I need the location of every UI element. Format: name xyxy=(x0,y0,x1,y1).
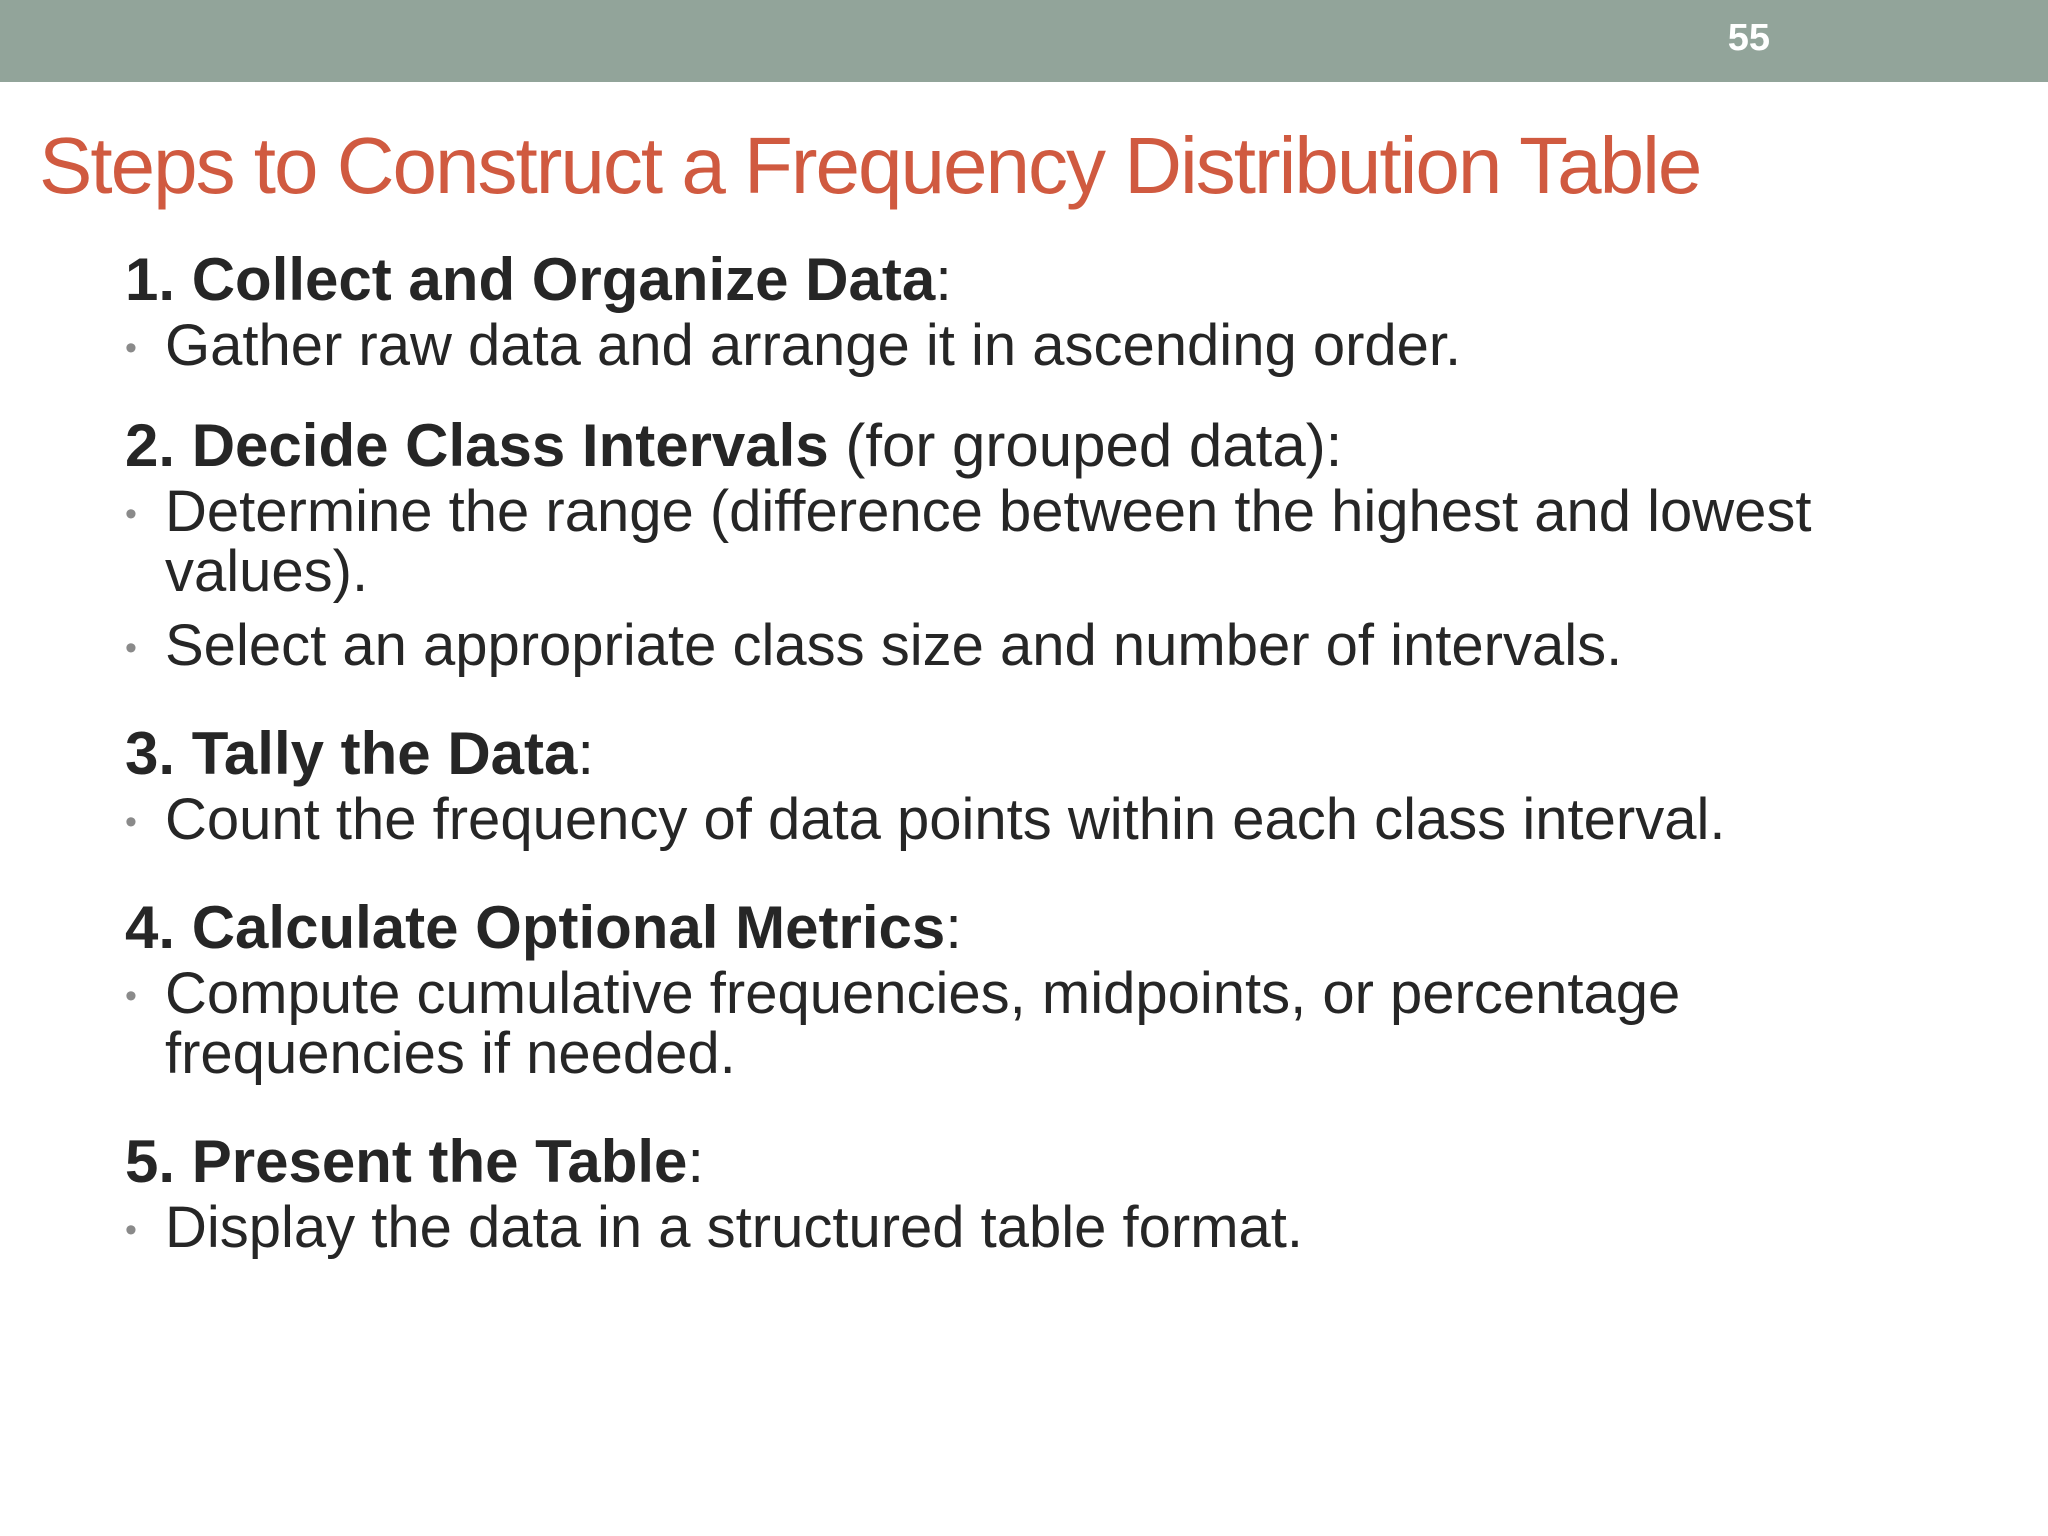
step-5 xyxy=(125,1126,1985,1258)
step-heading-bold: 2. Decide Class Intervals xyxy=(125,412,829,479)
bullet-item xyxy=(125,1195,1985,1260)
bullet-dot-icon: • xyxy=(125,803,137,841)
bullet-text: Count the frequency of data points within each class interval. xyxy=(165,787,1726,852)
step-1 xyxy=(125,244,1985,376)
step-bullets xyxy=(125,479,1985,678)
step-heading xyxy=(125,718,1985,790)
bullet-dot-icon: • xyxy=(125,629,137,667)
step-bullets xyxy=(125,313,1985,378)
step-heading xyxy=(125,892,1985,964)
steps-list xyxy=(125,244,1985,1258)
bullet-text: Gather raw data and arrange it in ascending order. xyxy=(165,313,1462,378)
bullet-text: Select an appropriate class size and number of intervals. xyxy=(165,613,1623,678)
step-bullets xyxy=(125,1195,1985,1260)
bullet-dot-icon: • xyxy=(125,1211,137,1249)
bullet-text: Compute cumulative frequencies, midpoints, or percentage frequencies if needed. xyxy=(165,961,1681,1086)
bullet-dot-icon: • xyxy=(125,977,137,1015)
step-heading xyxy=(125,1126,1985,1198)
bullet-item xyxy=(125,787,1985,852)
step-2 xyxy=(125,410,1985,676)
bullet-item xyxy=(125,613,1985,678)
step-4 xyxy=(125,892,1985,1084)
step-heading xyxy=(125,410,1985,482)
slide-number: 55 xyxy=(1727,17,1770,59)
bullet-text: Determine the range (difference between the highest and lowest values). xyxy=(165,479,1812,604)
step-heading-rest: (for grouped data): xyxy=(828,412,1343,479)
bullet-text: Display the data in a structured table format. xyxy=(165,1195,1304,1260)
bullet-item xyxy=(125,479,1985,604)
step-bullets xyxy=(125,961,1985,1086)
step-3 xyxy=(125,718,1985,850)
step-heading-bold: 4. Calculate Optional Metrics xyxy=(125,894,946,961)
top-bar xyxy=(0,0,2048,82)
step-heading-rest: : xyxy=(935,246,952,313)
bullet-item xyxy=(125,313,1985,378)
step-heading-rest: : xyxy=(945,894,962,961)
bullet-item xyxy=(125,961,1985,1086)
step-heading-bold: 3. Tally the Data xyxy=(125,720,578,787)
bullet-dot-icon: • xyxy=(125,329,137,367)
slide-title: Steps to Construct a Frequency Distribution Table xyxy=(39,121,1701,210)
step-heading-bold: 5. Present the Table xyxy=(125,1128,688,1195)
step-heading-bold: 1. Collect and Organize Data xyxy=(125,246,936,313)
step-heading-rest: : xyxy=(577,720,595,787)
step-bullets xyxy=(125,787,1985,852)
bullet-dot-icon: • xyxy=(125,495,137,533)
step-heading-rest: : xyxy=(687,1128,705,1195)
step-heading xyxy=(125,244,1985,316)
